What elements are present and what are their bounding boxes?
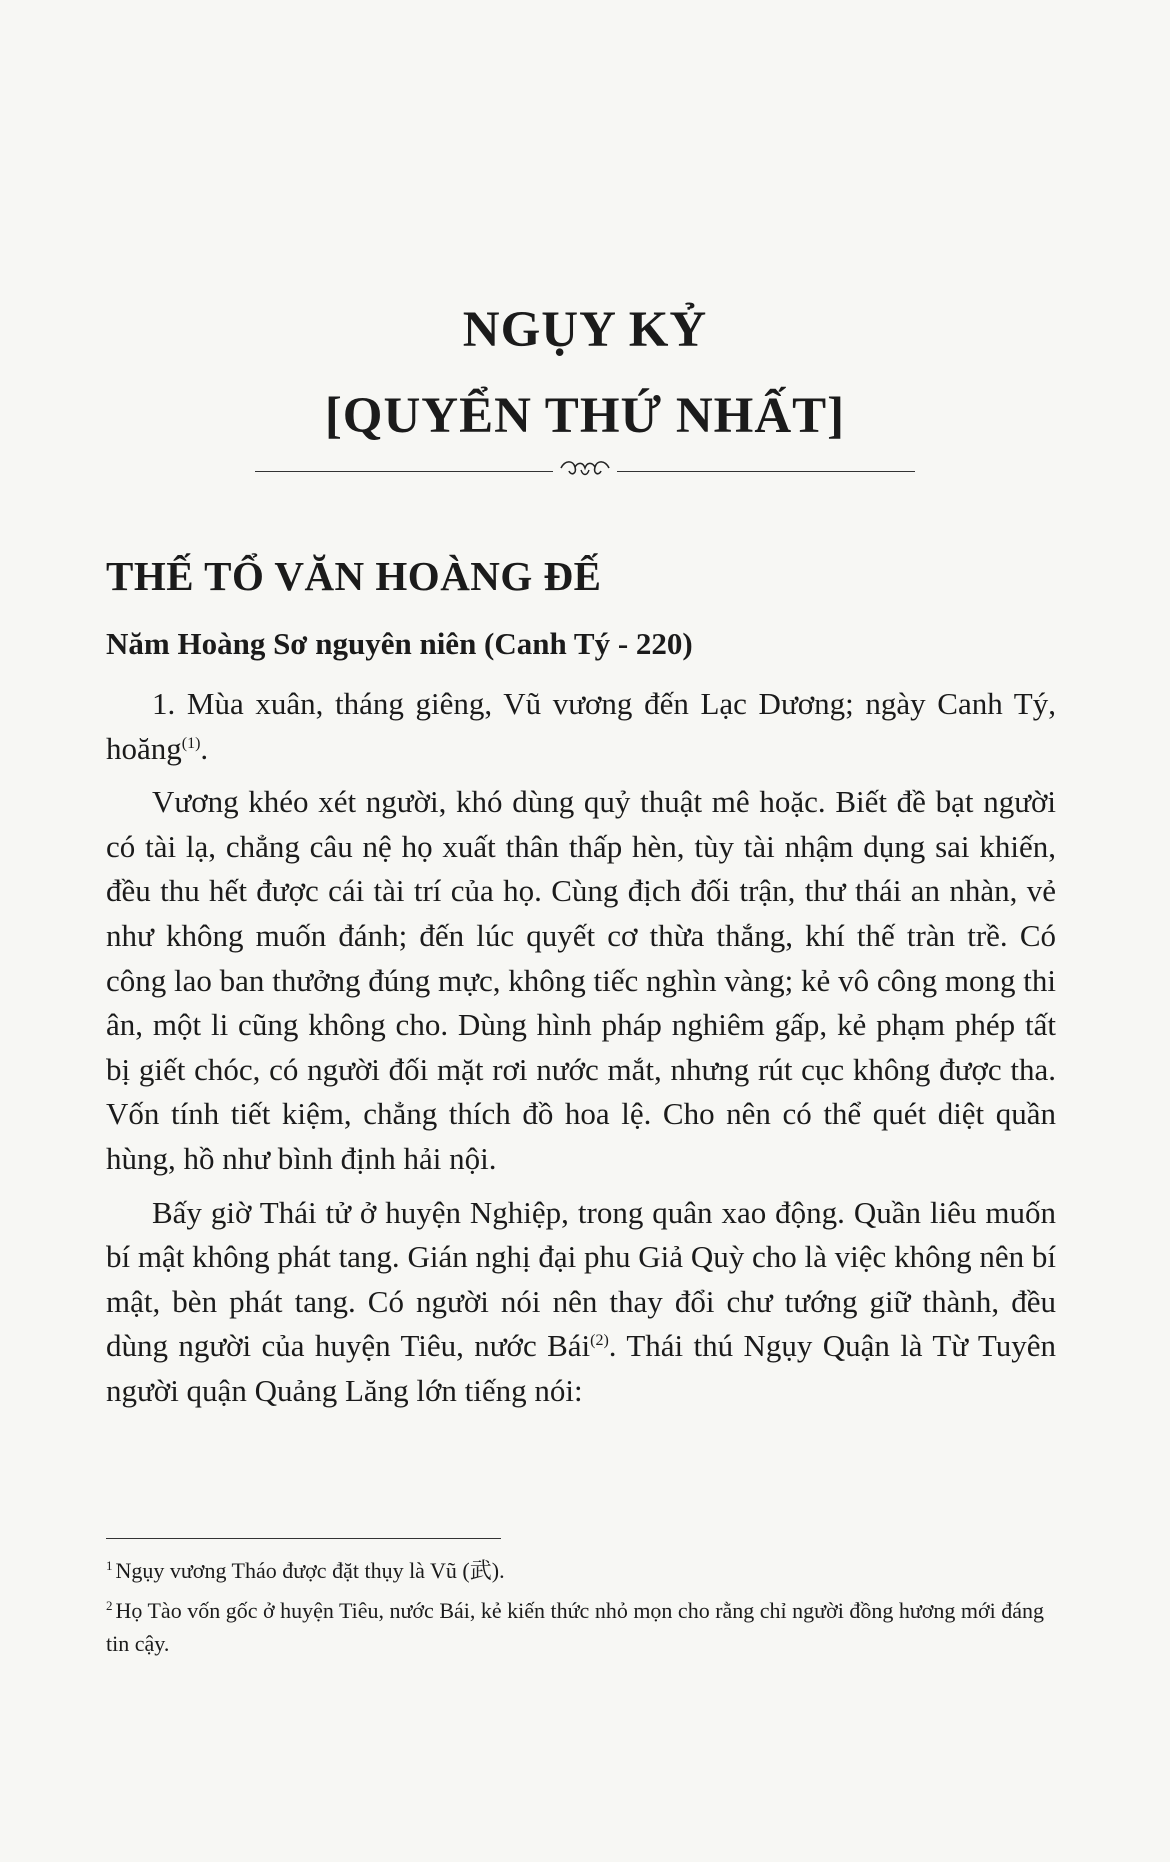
divider-left-rule xyxy=(255,471,553,472)
chapter-title-block xyxy=(0,300,1170,446)
paragraph-tail: . xyxy=(200,730,209,766)
volume-title: [QUYỂN THỨ NHẤT] xyxy=(324,388,846,444)
paragraph-text: Vương khéo xét người, khó dùng quỷ thuật mê hoặc. Biết đề bạt người có tài lạ, chẳng câu nệ họ xuất thân thấp hèn, tùy tài nhậm dụng sai khiến, đều thu hết được cái tài trí của họ. Cùng địch đối trận, thư thái an nhàn, vẻ như không muốn đánh; đến lúc quyết cơ thừa thắng, khí thế tràn trề. Có công lao ban thưởng đúng mực, không tiếc nghìn vàng; kẻ vô công mong thi ân, một li cũng không cho. Dùng hình pháp nghiêm gấp, kẻ phạm phép tất bị giết chóc, có người đối mặt rơi nước mắt, nhưng rút cục không được tha. Vốn tính tiết kiệm, chẳng thích đồ hoa lệ. Cho nên có thể quét diệt quần hùng, hồ như bình định hải nội. xyxy=(106,784,1056,1176)
paragraph-tail: . Thái thú Ngụy Quận là Từ Tuyên người quận Quảng Lăng lớn tiếng nói: xyxy=(106,1328,1056,1408)
footnote-text: Họ Tào vốn gốc ở huyện Tiêu, nước Bái, kẻ kiến thức nhỏ mọn cho rằng chỉ người đồng hương mới đáng tin cậy. xyxy=(106,1598,1045,1656)
paragraph xyxy=(106,780,1056,1181)
flourish-ornament xyxy=(553,456,617,486)
body-text xyxy=(106,682,1056,1423)
footnote-item xyxy=(106,1554,1056,1587)
paragraph xyxy=(106,682,1056,771)
section-heading: THẾ TỔ VĂN HOÀNG ĐẾ xyxy=(106,553,602,599)
footnote-ref[interactable]: (2) xyxy=(590,1332,609,1350)
divider-right-rule xyxy=(617,471,915,472)
footnote-number: 2 xyxy=(106,1598,113,1613)
paragraph-text: Bấy giờ Thái tử ở huyện Nghiệp, trong quân xao động. Quần liêu muốn bí mật không phát tang. Gián nghị đại phu Giả Quỳ cho là việc không nên bí mật, bèn phát tang. Có người nói nên thay đổi chư tướng giữ thành, đều dùng người của huyện Tiêu, nước Bái xyxy=(106,1194,1056,1364)
title-ornament-divider xyxy=(255,456,915,486)
book-title: NGỤY KỶ xyxy=(462,302,708,358)
paragraph xyxy=(106,1191,1056,1414)
footnote-item xyxy=(106,1594,1056,1660)
year-heading: Năm Hoàng Sơ nguyên niên (Canh Tý - 220) xyxy=(106,626,693,661)
footnote-number: 1 xyxy=(106,1558,113,1573)
footnote-text: Ngụy vương Tháo được đặt thụy là Vũ (武). xyxy=(115,1558,505,1583)
footnotes xyxy=(106,1554,1056,1667)
footnote-ref[interactable]: (1) xyxy=(181,734,201,752)
paragraph-text: 1. Mùa xuân, tháng giêng, Vũ vương đến Lạc Dương; ngày Canh Tý, hoăng xyxy=(106,686,1056,766)
flourish-icon xyxy=(557,456,613,480)
footnote-separator xyxy=(106,1538,501,1539)
